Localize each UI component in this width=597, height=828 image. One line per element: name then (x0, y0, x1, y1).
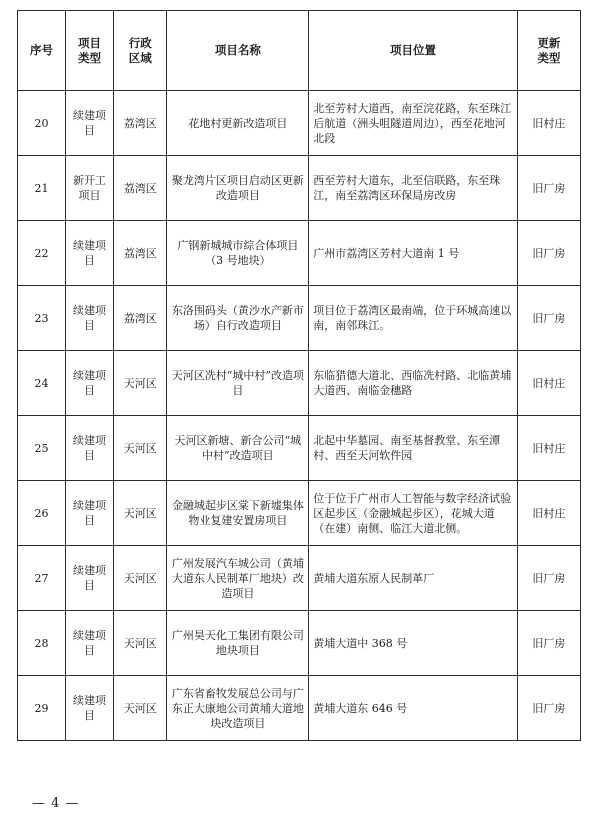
cell-type: 续建项目 (66, 546, 114, 611)
cell-update: 旧厂房 (517, 286, 580, 351)
cell-no: 25 (18, 416, 66, 481)
cell-no: 27 (18, 546, 66, 611)
table-header-row (18, 11, 581, 91)
cell-name: 东洛围码头（黄沙水产新市场）自行改造项目 (167, 286, 309, 351)
cell-update: 旧厂房 (517, 546, 580, 611)
cell-region: 荔湾区 (114, 221, 167, 286)
cell-no: 23 (18, 286, 66, 351)
cell-type: 续建项目 (66, 286, 114, 351)
cell-name: 聚龙湾片区项目启动区更新改造项目 (167, 156, 309, 221)
table-row (18, 156, 581, 221)
cell-location: 位于位于广州市人工智能与数字经济试验区起步区（金融城起步区），花城大道（在建）南侧、临江大道北侧。 (309, 481, 517, 546)
cell-region: 天河区 (114, 351, 167, 416)
header-region: 行政 区域 (114, 11, 167, 91)
cell-location: 广州市荔湾区芳村大道南 1 号 (309, 221, 517, 286)
cell-region: 荔湾区 (114, 156, 167, 221)
table-row (18, 546, 581, 611)
table-row (18, 91, 581, 156)
cell-update: 旧村庄 (517, 351, 580, 416)
cell-name: 广东省畜牧发展总公司与广东正大康地公司黄埔大道地块改造项目 (167, 676, 309, 741)
cell-location: 黄埔大道中 368 号 (309, 611, 517, 676)
table-row (18, 286, 581, 351)
cell-no: 26 (18, 481, 66, 546)
header-no: 序号 (18, 11, 66, 91)
header-type: 项目 类型 (66, 11, 114, 91)
cell-name: 天河区冼村“城中村”改造项目 (167, 351, 309, 416)
table-row (18, 221, 581, 286)
cell-location: 北起中华墓园、南至基督教堂、东至潭村、西至天河软件园 (309, 416, 517, 481)
table-row (18, 351, 581, 416)
cell-region: 天河区 (114, 416, 167, 481)
cell-type: 续建项目 (66, 351, 114, 416)
cell-update: 旧厂房 (517, 221, 580, 286)
cell-region: 天河区 (114, 676, 167, 741)
cell-location: 黄埔大道东原人民制革厂 (309, 546, 517, 611)
cell-location: 黄埔大道东 646 号 (309, 676, 517, 741)
cell-no: 24 (18, 351, 66, 416)
cell-region: 荔湾区 (114, 91, 167, 156)
cell-name: 广钢新城城市综合体项目（3 号地块） (167, 221, 309, 286)
project-table (17, 10, 581, 741)
cell-location: 项目位于荔湾区最南端，位于环城高速以南，南邻珠江。 (309, 286, 517, 351)
cell-no: 22 (18, 221, 66, 286)
cell-update: 旧厂房 (517, 156, 580, 221)
cell-location: 东临猎德大道北、西临冼村路、北临黄埔大道西、南临金穗路 (309, 351, 517, 416)
cell-no: 21 (18, 156, 66, 221)
cell-region: 天河区 (114, 546, 167, 611)
table-row (18, 481, 581, 546)
cell-type: 新开工项目 (66, 156, 114, 221)
cell-name: 广州发展汽车城公司（黄埔大道东人民制革厂地块）改造项目 (167, 546, 309, 611)
header-update: 更新 类型 (517, 11, 580, 91)
cell-update: 旧村庄 (517, 481, 580, 546)
cell-update: 旧厂房 (517, 676, 580, 741)
table-row (18, 611, 581, 676)
header-location: 项目位置 (309, 11, 517, 91)
cell-name: 广州昊天化工集团有限公司地块项目 (167, 611, 309, 676)
cell-no: 28 (18, 611, 66, 676)
cell-type: 续建项目 (66, 416, 114, 481)
cell-region: 天河区 (114, 611, 167, 676)
cell-no: 29 (18, 676, 66, 741)
cell-type: 续建项目 (66, 221, 114, 286)
cell-name: 花地村更新改造项目 (167, 91, 309, 156)
header-name: 项目名称 (167, 11, 309, 91)
cell-update: 旧厂房 (517, 611, 580, 676)
cell-type: 续建项目 (66, 481, 114, 546)
cell-location: 北至芳村大道西，南至浣花路，东至珠江后航道（洲头咀隧道周边），西至花地河北段 (309, 91, 517, 156)
table-row (18, 676, 581, 741)
cell-type: 续建项目 (66, 611, 114, 676)
page-number: — 4 — (32, 796, 80, 811)
cell-name: 天河区新塘、新合公司“城中村”改造项目 (167, 416, 309, 481)
cell-no: 20 (18, 91, 66, 156)
cell-type: 续建项目 (66, 676, 114, 741)
cell-location: 西至芳村大道东，北至信联路，东至珠江，南至荔湾区环保局房改房 (309, 156, 517, 221)
cell-region: 荔湾区 (114, 286, 167, 351)
cell-type: 续建项目 (66, 91, 114, 156)
cell-region: 天河区 (114, 481, 167, 546)
cell-update: 旧村庄 (517, 91, 580, 156)
table-row (18, 416, 581, 481)
cell-update: 旧村庄 (517, 416, 580, 481)
cell-name: 金融城起步区棠下新墟集体物业复建安置房项目 (167, 481, 309, 546)
